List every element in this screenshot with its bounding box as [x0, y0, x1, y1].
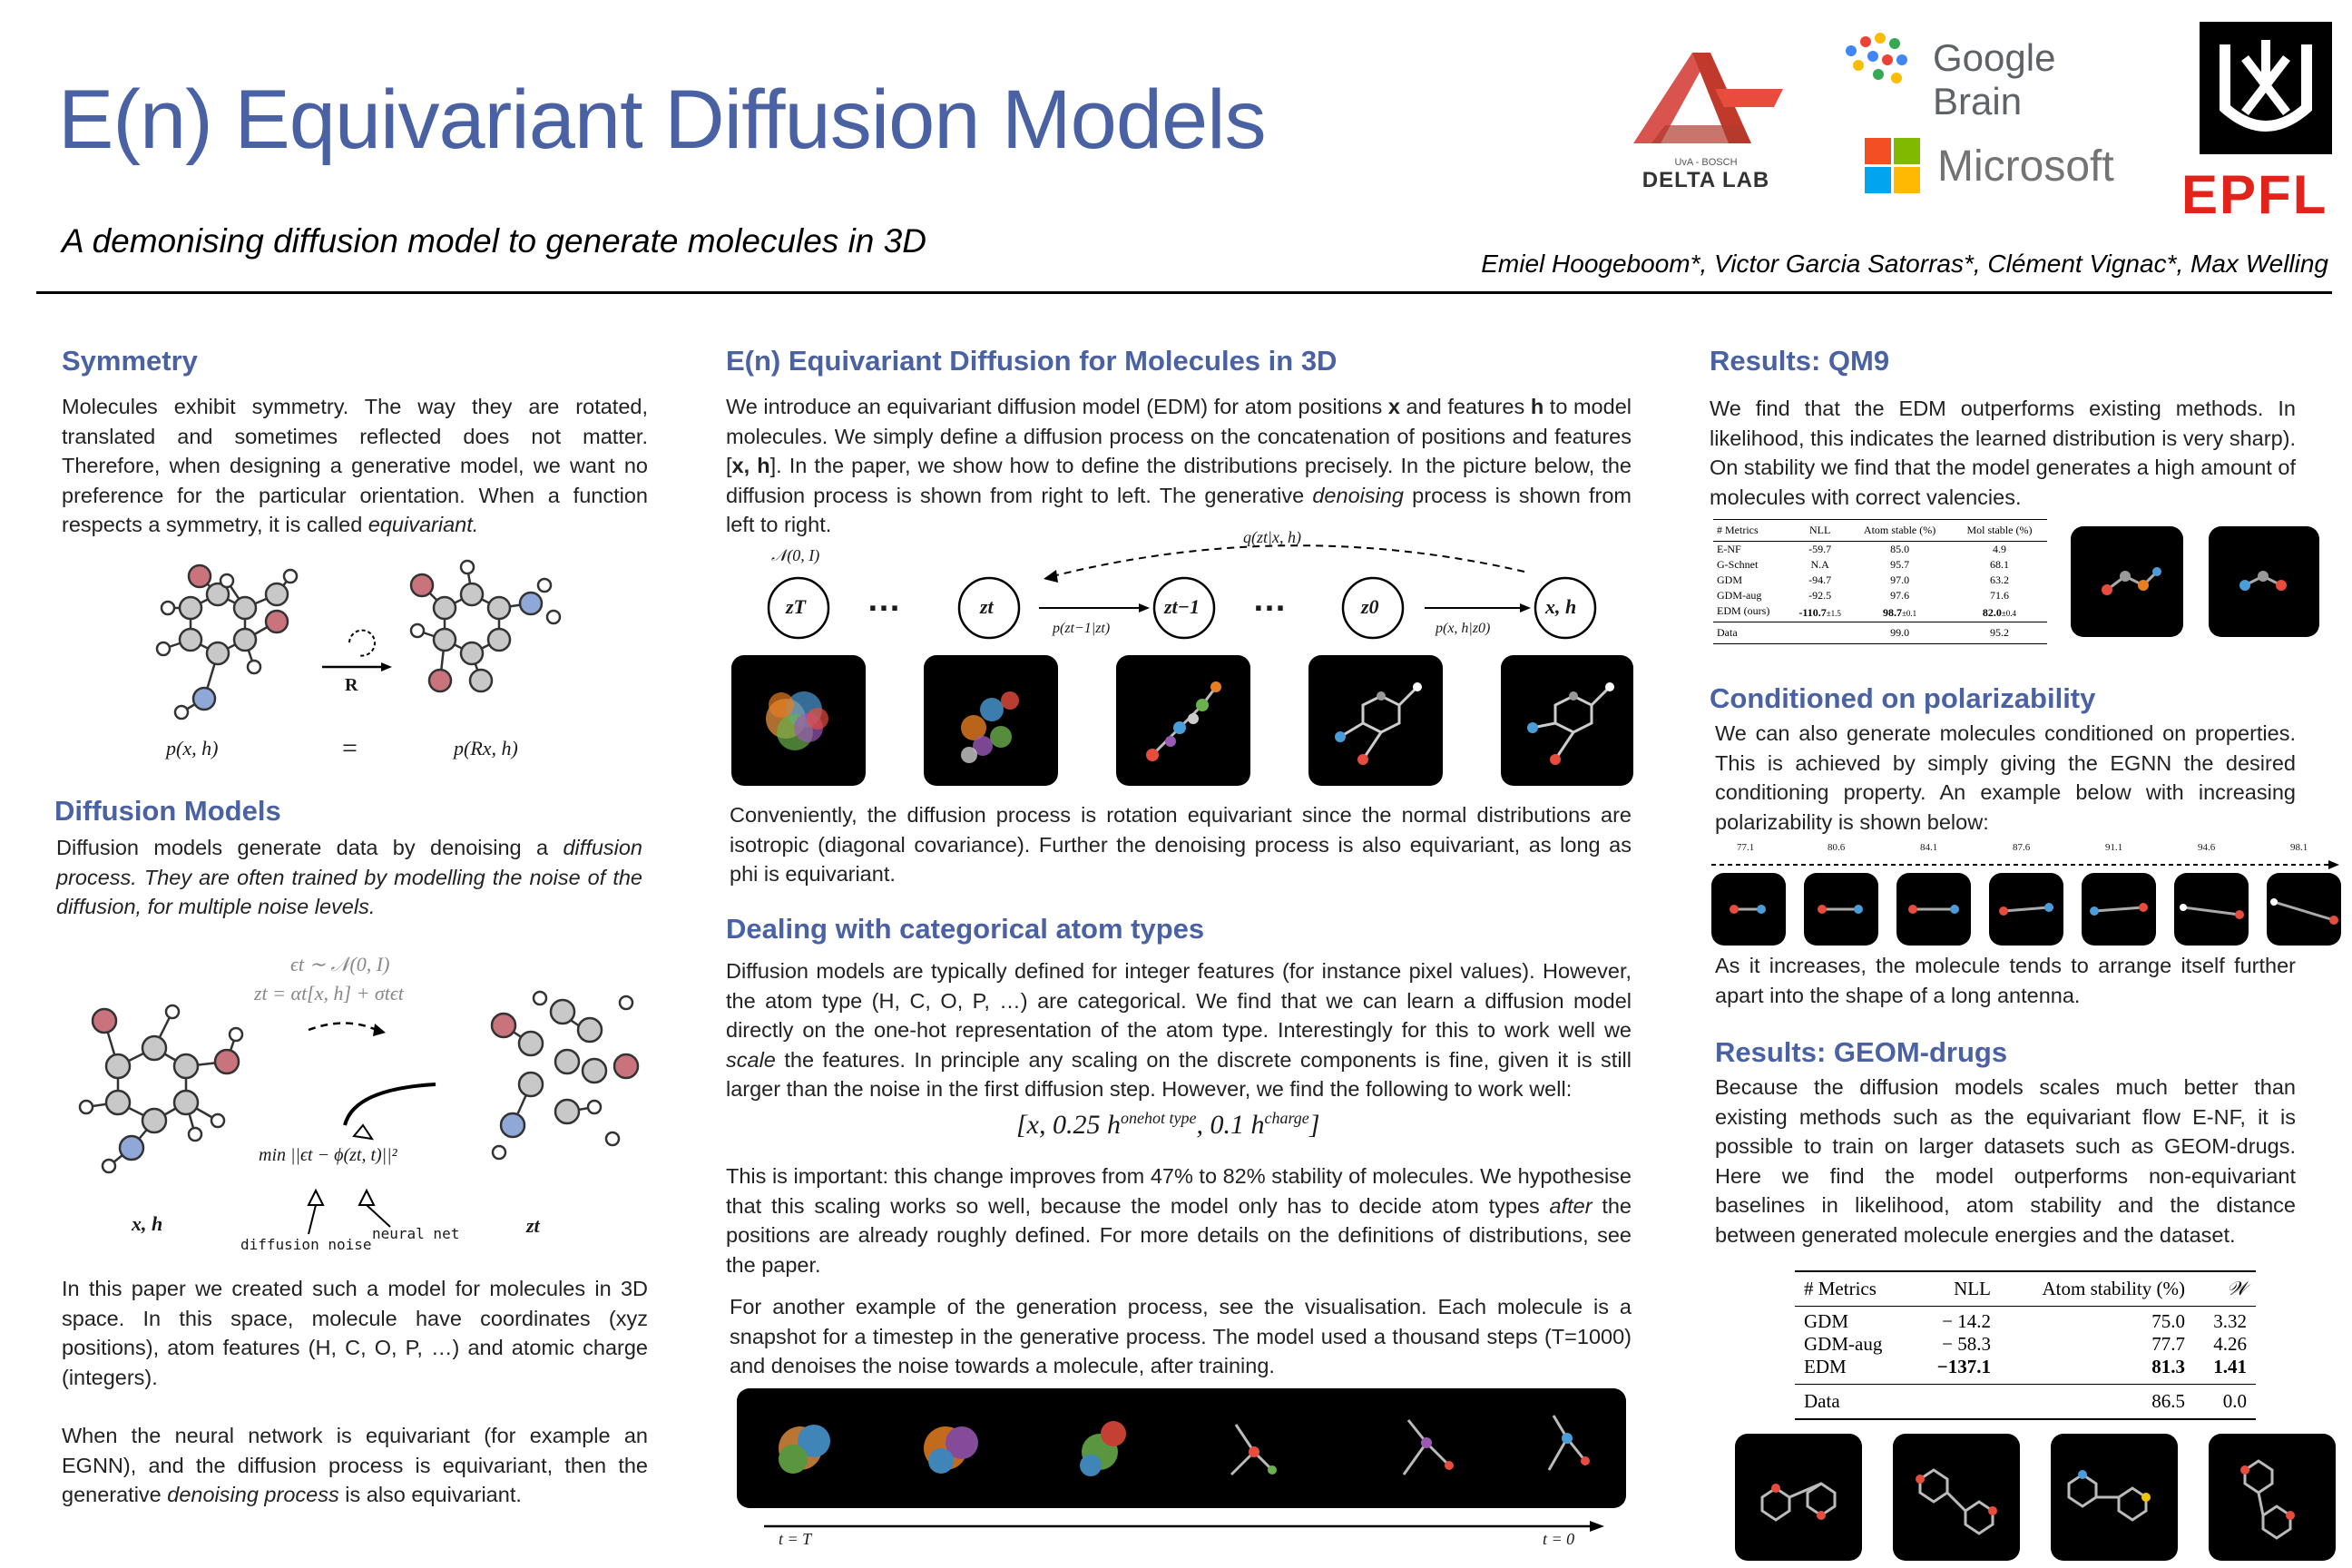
polarizability-scale	[1711, 842, 2341, 869]
qm9-header-mol: Mol stable (%)	[1966, 524, 2033, 536]
microsoft-text: Microsoft	[1937, 142, 2114, 191]
geom-header-w: 𝒲	[2226, 1278, 2247, 1299]
chain-p1-label: p(zt−1|zt)	[1053, 621, 1111, 636]
snapshot-noise	[731, 655, 866, 786]
molecule-icon	[2051, 1434, 2178, 1561]
table-row-data: Data 99.0 95.2	[1717, 626, 2009, 639]
polarizability-paragraph-2: As it increases, the molecule tends to arrange itself further apart into the shape of a long antenna.	[1715, 954, 2296, 1007]
delta-lab-mark-icon	[1624, 44, 1788, 152]
table-row: GDM -94.7 97.0 63.2	[1717, 573, 2009, 586]
dashed-arrow-icon	[1711, 858, 2341, 871]
polarizability-paragraph: We can also generate molecules conditioned on properties. This is achieved by simply giving the EGNN the desired conditioning property. An example below with increasing polarizability is shown below:	[1715, 721, 2296, 834]
chain-p2-label: p(x, h|z0)	[1436, 621, 1491, 636]
diffusion-noise-label: diffusion noise	[240, 1236, 372, 1253]
table-row: GDM-aug − 58.3 77.7 4.26	[1804, 1333, 2247, 1355]
poster-title: E(n) Equivariant Diffusion Models	[58, 74, 1266, 166]
qm9-header-nll: NLL	[1809, 524, 1831, 536]
categorical-paragraph: Diffusion models are typically defined for integer features (for instance pixel values). However, the atom type (H, C, O, P, …) are categorical. We find that we can learn a diffusion model directly on the one-hot representation of the atom type. Interestingly for this to work well we scale the features. In principle any scaling on the discrete components is fine, given it is still larger than the noise in the first diffusion step. However, we find the following to work well:	[726, 959, 1632, 1101]
pol-molecule	[1804, 873, 1878, 946]
header-divider	[36, 291, 2332, 294]
table-row: G-Schnet N.A 95.7 68.1	[1717, 558, 2009, 571]
pol-molecule	[2082, 873, 2156, 946]
author-list: Emiel Hoogeboom*, Victor Garcia Satorras*, Clément Vignac*, Max Welling	[1481, 250, 2328, 278]
qm9-paragraph: We find that the EDM outperforms existing methods. In likelihood, this indicates the learned distribution is very sharp). On stability we find that the model generates a high amount of molecules with correct valencies.	[1710, 397, 2296, 509]
geom-header-metrics: # Metrics	[1804, 1278, 1877, 1299]
molecule-icon	[2209, 526, 2319, 637]
polarizability-molecules	[1711, 873, 2341, 947]
table-row: E-NF -59.7 85.0 4.9	[1717, 543, 2006, 555]
chain-prior-label: 𝒩(0, I)	[771, 546, 820, 564]
molecule-icon	[1116, 655, 1250, 786]
geom-header-nll: NLL	[1954, 1278, 1991, 1299]
created-paragraph: In this paper we created such a model for molecules in 3D space. In this space, molecule have coordinates (xyz positions), atom features (H, C, O, P, …) and atomic charge (integers).	[62, 1277, 648, 1389]
diffusion-models-heading: Diffusion Models	[54, 795, 281, 827]
symmetry-heading: Symmetry	[62, 345, 198, 377]
diffusion-paragraph: Diffusion models generate data by denoising a diffusion process. They are often trained by modelling the noise of the diffusion, for multiple noise levels.	[56, 836, 642, 918]
pol-value-7: 98.1	[2290, 842, 2308, 853]
chain-ellipsis-1: …	[867, 581, 901, 619]
google-brain-logo	[1842, 29, 2141, 122]
molecule-icon	[2209, 1434, 2336, 1561]
delta-lab-small-text: UvA - BOSCH	[1674, 157, 1738, 168]
generation-sequence-strip	[737, 1388, 1626, 1508]
neural-net-label: neural net	[372, 1225, 460, 1242]
pol-value-6: 94.6	[2198, 842, 2216, 853]
chain-q-label: q(zt|x, h)	[1243, 528, 1301, 546]
t-start-label: t = T	[779, 1530, 812, 1548]
pol-value-3: 84.1	[1920, 842, 1938, 853]
zt-label: zt	[526, 1214, 540, 1237]
uva-logo	[2200, 22, 2332, 154]
table-row-edm: EDM (ours) -110.7±1.5 98.7±0.1 82.0±0.4	[1713, 603, 2047, 622]
table-row-data: Data 86.5 0.0	[1804, 1390, 2247, 1412]
important-paragraph: This is important: this change improves from 47% to 82% stability of molecules. We hypothesise that this scaling works so well, because the model only has to decide atom types after the positions are already roughly defined. For more details on the definitions of distributions, see the paper.	[726, 1164, 1632, 1277]
pol-molecule	[1896, 873, 1971, 946]
table-row: GDM-aug -92.5 97.6 71.6	[1717, 589, 2009, 602]
loss-formula: min ||ϵt − ϕ(zt, t)||²	[259, 1145, 397, 1165]
qm9-molecule-1	[2071, 526, 2183, 637]
table-row-edm: EDM −137.1 81.3 1.41	[1795, 1356, 2256, 1385]
chain-node-xh: x, h	[1545, 595, 1577, 618]
edm-heading: E(n) Equivariant Diffusion for Molecules in 3D	[726, 345, 1338, 377]
t-end-label: t = 0	[1543, 1530, 1575, 1548]
molecule-icon	[1308, 655, 1443, 786]
geom-molecule-3	[2051, 1434, 2178, 1561]
qm9-header-atom: Atom stable (%)	[1863, 524, 1936, 536]
another-example-paragraph: For another example of the generation process, see the visualisation. Each molecule is a snapshot for a timestep in the generative process. The model used a thousand steps (T=1000) and denoises the noise towards a molecule, after training.	[730, 1295, 1632, 1377]
symmetry-paragraph: Molecules exhibit symmetry. The way they are rotated, translated and sometimes reflected does not matter. Therefore, when designing a generative model, we want no preference for the particular orientation. When a function respects a symmetry, it is called equivariant.	[62, 395, 648, 536]
molecule-icon	[1893, 1434, 2020, 1561]
uva-crest-icon	[2200, 22, 2332, 154]
snapshot-final	[1501, 655, 1633, 786]
conveniently-paragraph: Conveniently, the diffusion process is rotation equivariant since the normal distributions are isotropic (diagonal covariance). Further the denoising process is also equivariant, as long as phi is equivariant.	[730, 803, 1632, 886]
geom-paragraph: Because the diffusion models scales much better than existing methods such as the equivariant flow E-NF, it is possible to train on larger datasets such as GEOM-drugs. Here we find the model outperforms non-equivariant baselines in likelihood, atom stability and the distance between generated molecule energies and the dataset.	[1715, 1075, 2296, 1247]
epsilon-distribution: ϵt ∼ 𝒩(0, I)	[290, 953, 390, 975]
geom-table	[1795, 1270, 2256, 1420]
chain-node-z0: z0	[1361, 595, 1379, 618]
table-row: GDM − 14.2 75.0 3.32	[1804, 1310, 2247, 1332]
generation-molecules-icon	[737, 1388, 1626, 1508]
poster-subtitle: A demonising diffusion model to generate molecules in 3D	[62, 222, 926, 260]
pol-molecule	[2267, 873, 2341, 946]
delta-lab-logo	[1624, 44, 1788, 193]
pol-molecule	[1989, 873, 2063, 946]
geom-molecule-1	[1735, 1434, 1862, 1561]
pol-value-2: 80.6	[1828, 842, 1846, 853]
geom-molecule-4	[2209, 1434, 2336, 1561]
categorical-heading: Dealing with categorical atom types	[726, 913, 1205, 945]
snapshot-step-3	[1308, 655, 1443, 786]
zt-definition: zt = αt[x, h] + σtϵt	[254, 982, 404, 1004]
molecule-icon	[1501, 655, 1633, 786]
chain-node-zT: zT	[786, 595, 806, 618]
equals-sign: =	[342, 733, 358, 763]
rotation-label: R	[345, 675, 358, 695]
molecule-icon	[1735, 1434, 1862, 1561]
pol-molecule	[1711, 873, 1786, 946]
pol-value-5: 91.1	[2105, 842, 2123, 853]
edm-paragraph: We introduce an equivariant diffusion model (EDM) for atom positions x and features h to model molecules. We simply define a diffusion process on the concatenation of positions and features [x, h]. In the paper, we show how to define the distributions precisely. In the picture below, the diffusion process is shown from right to left. The generative denoising process is shown from left to right.	[726, 395, 1632, 536]
snapshot-step-2	[1116, 655, 1250, 786]
time-arrow-icon	[737, 1519, 1608, 1537]
equivariant-paragraph: When the neural network is equivariant (for example an EGNN), and the diffusion process is equivariant, then the generative denoising process is also equivariant.	[62, 1424, 648, 1506]
noisy-molecule-icon	[731, 655, 866, 786]
x-h-label: x, h	[132, 1212, 163, 1235]
pol-value-4: 87.6	[2013, 842, 2031, 853]
geom-molecule-2	[1893, 1434, 2020, 1561]
qm9-table	[1713, 519, 2047, 644]
noisy-molecule-icon	[924, 655, 1058, 786]
p-x-h-label: p(x, h)	[166, 737, 219, 760]
qm9-header-metrics: # Metrics	[1717, 524, 1759, 536]
qm9-molecule-2	[2209, 526, 2319, 637]
chain-node-zt-1: zt−1	[1164, 595, 1200, 618]
epfl-logo: EPFL	[2181, 164, 2328, 225]
geom-header-atom: Atom stability (%)	[2042, 1278, 2185, 1299]
scaling-formula: [x, 0.25 $h^{onehot type}$, 0.1 $h^{charge}$]	[1016, 1109, 1320, 1140]
pol-molecule	[2174, 873, 2249, 946]
google-brain-text: Google Brain	[1933, 36, 2056, 122]
google-dots-icon	[1842, 33, 1918, 91]
delta-lab-text: DELTA LAB	[1642, 168, 1770, 192]
microsoft-logo	[1865, 138, 2155, 198]
snapshot-step-1	[924, 655, 1058, 786]
markov-chain-figure	[726, 526, 1633, 653]
p-rx-h-label: p(Rx, h)	[454, 737, 518, 760]
qm9-heading: Results: QM9	[1710, 345, 1890, 377]
chain-node-zt: zt	[980, 595, 994, 618]
pol-value-1: 77.1	[1737, 842, 1755, 853]
chain-ellipsis-2: …	[1252, 581, 1287, 619]
geom-heading: Results: GEOM-drugs	[1715, 1036, 2008, 1068]
polarizability-heading: Conditioned on polarizability	[1710, 682, 2096, 714]
molecule-icon	[2071, 526, 2183, 637]
